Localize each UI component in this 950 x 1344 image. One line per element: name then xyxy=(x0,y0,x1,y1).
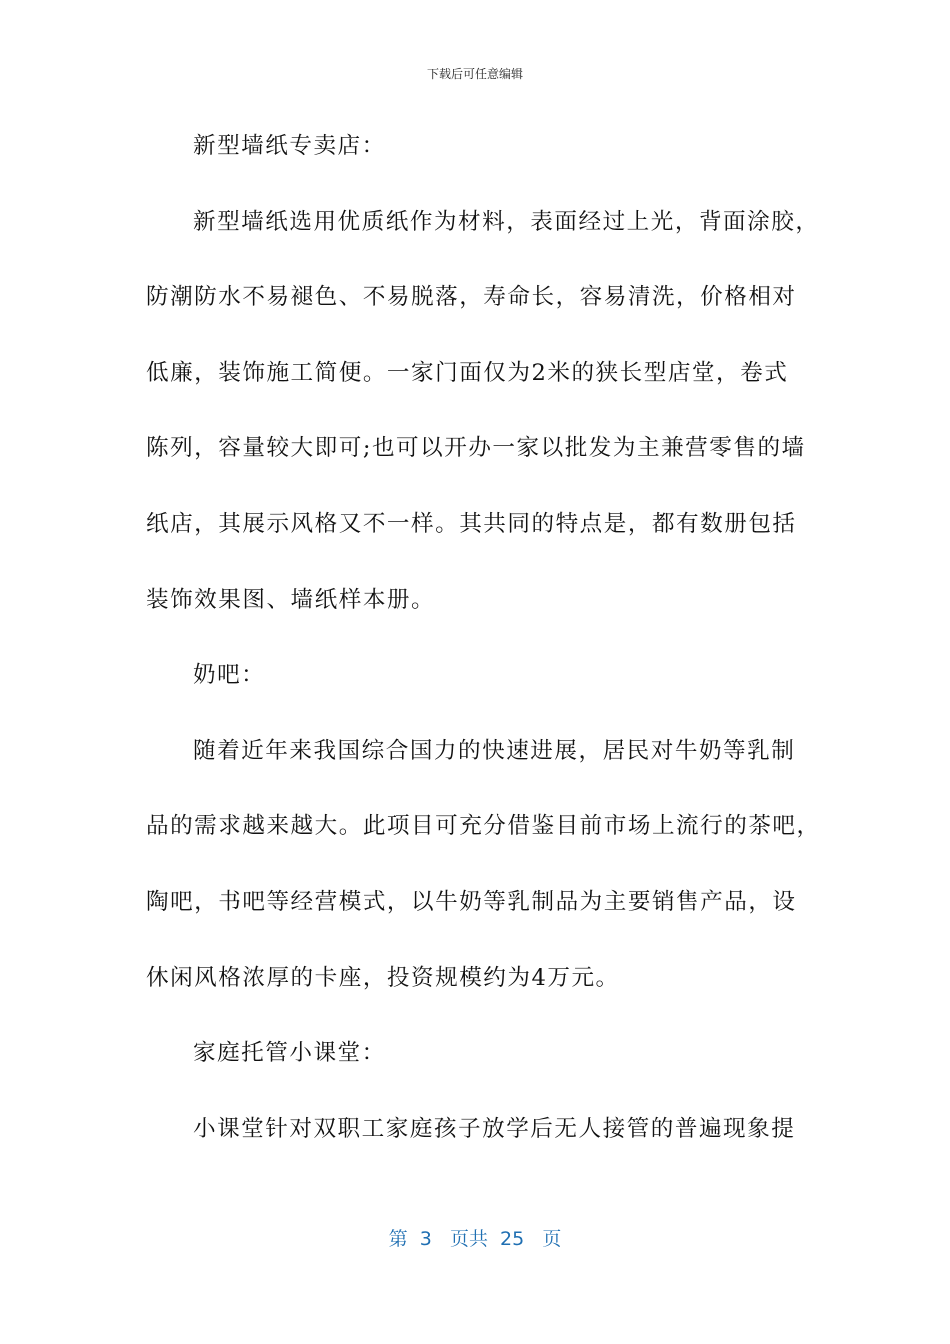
heading-wallpaper-store: 新型墙纸专卖店： xyxy=(193,133,386,159)
paragraph-line: 新型墙纸选用优质纸作为材料，表面经过上光，背面涂胶， xyxy=(193,208,820,235)
paragraph-line: 休闲风格浓厚的卡座，投资规模约为4万元。 xyxy=(146,964,620,991)
heading-home-tutoring: 家庭托管小课堂： xyxy=(193,1040,386,1067)
paragraph-line: 陈列，容量较大即可;也可以开办一家以批发为主兼营零售的墙 xyxy=(146,435,806,462)
paragraph-line: 品的需求越来越大。此项目可充分借鉴目前市场上流行的茶吧， xyxy=(146,813,821,840)
paragraph-line: 陶吧，书吧等经营模式，以牛奶等乳制品为主要销售产品，设 xyxy=(146,888,797,915)
page-header: 下载后可任意编辑 xyxy=(426,67,523,81)
paragraph-line: 低廉，装饰施工简便。一家门面仅为2米的狭长型店堂，卷式 xyxy=(146,359,789,386)
document-body xyxy=(146,125,821,1183)
paragraph-line: 防潮防水不易褪色、不易脱落，寿命长，容易清洗，价格相对 xyxy=(146,284,797,311)
heading-milk-bar: 奶吧： xyxy=(193,662,266,689)
paragraph-line: 小课堂针对双职工家庭孩子放学后无人接管的普遍现象提 xyxy=(193,1115,796,1142)
paragraph-line: 随着近年来我国综合国力的快速进展，居民对牛奶等乳制 xyxy=(193,737,796,764)
paragraph-line: 装饰效果图、墙纸样本册。 xyxy=(146,586,436,613)
paragraph-line: 纸店，其展示风格又不一样。其共同的特点是，都有数册包括 xyxy=(146,510,797,537)
page-number-footer: 第 3 页共 25 页 xyxy=(388,1228,562,1250)
